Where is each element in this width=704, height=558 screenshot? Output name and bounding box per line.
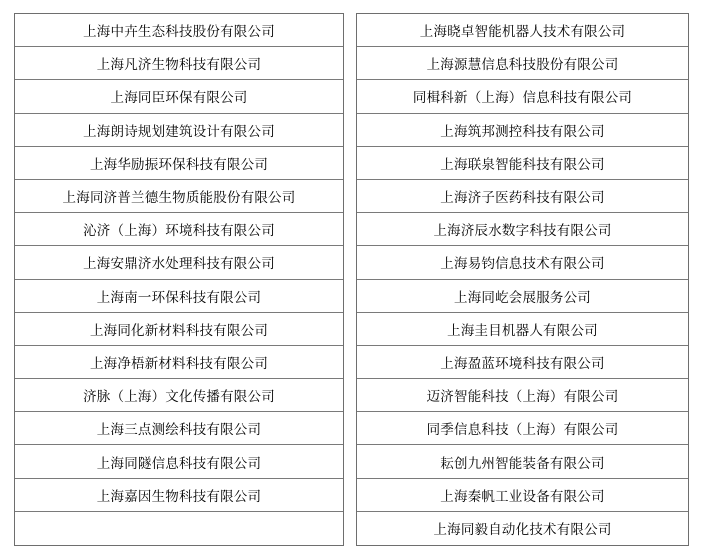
- company-cell: 上海中卉生态科技股份有限公司: [15, 14, 343, 47]
- company-cell: 济脉（上海）文化传播有限公司: [15, 379, 343, 412]
- right-company-list: [356, 13, 689, 546]
- company-cell: 沁济（上海）环境科技有限公司: [15, 213, 343, 246]
- company-cell: 同楫科新（上海）信息科技有限公司: [357, 80, 688, 113]
- company-cell: 上海秦帆工业设备有限公司: [357, 479, 688, 512]
- company-cell: 上海华励振环保科技有限公司: [15, 147, 343, 180]
- company-cell: 上海朗诗规划建筑设计有限公司: [15, 114, 343, 147]
- left-company-list: [14, 13, 344, 546]
- company-cell: 上海同臣环保有限公司: [15, 80, 343, 113]
- company-cell: 上海同化新材料科技有限公司: [15, 313, 343, 346]
- company-cell: 上海联泉智能科技有限公司: [357, 147, 688, 180]
- company-cell: 上海同济普兰德生物质能股份有限公司: [15, 180, 343, 213]
- company-cell: 上海济辰水数字科技有限公司: [357, 213, 688, 246]
- company-cell: 上海凡济生物科技有限公司: [15, 47, 343, 80]
- company-cell: 上海济子医药科技有限公司: [357, 180, 688, 213]
- company-cell: 上海筑邦测控科技有限公司: [357, 114, 688, 147]
- company-cell: 上海源慧信息科技股份有限公司: [357, 47, 688, 80]
- company-cell: 同季信息科技（上海）有限公司: [357, 412, 688, 445]
- company-cell: 上海三点测绘科技有限公司: [15, 412, 343, 445]
- company-cell: 上海同隧信息科技有限公司: [15, 445, 343, 478]
- company-cell: 耘创九州智能装备有限公司: [357, 445, 688, 478]
- company-cell: 上海易钧信息技术有限公司: [357, 246, 688, 279]
- company-cell: 上海盈蓝环境科技有限公司: [357, 346, 688, 379]
- company-cell: 上海安鼎济水处理科技有限公司: [15, 246, 343, 279]
- company-cell: 上海南一环保科技有限公司: [15, 280, 343, 313]
- company-cell: 上海晓卓智能机器人技术有限公司: [357, 14, 688, 47]
- empty-cell: [15, 512, 343, 545]
- company-cell: 迈济智能科技（上海）有限公司: [357, 379, 688, 412]
- company-cell: 上海净梧新材料科技有限公司: [15, 346, 343, 379]
- company-cell: 上海同毅自动化技术有限公司: [433, 522, 612, 539]
- company-cell: 上海嘉因生物科技有限公司: [15, 479, 343, 512]
- company-cell: 上海同屹会展服务公司: [357, 280, 688, 313]
- company-cell: 上海圭目机器人有限公司: [357, 313, 688, 346]
